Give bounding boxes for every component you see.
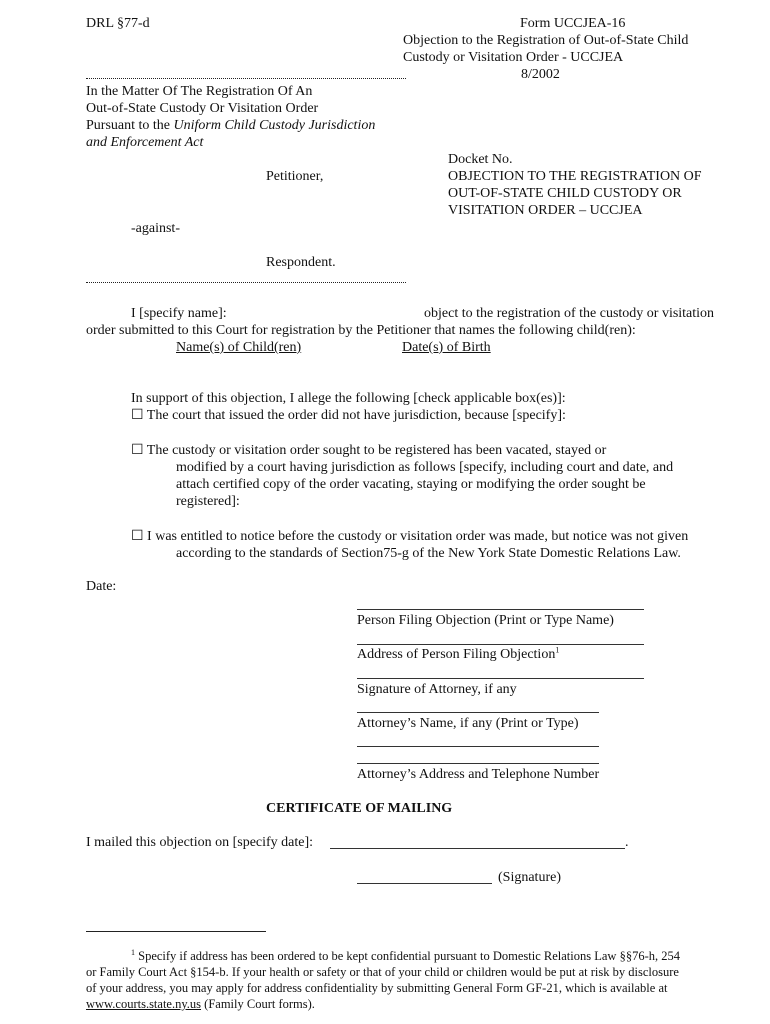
attorney-signature-label: Signature of Attorney, if any bbox=[357, 682, 517, 697]
docket-label: Docket No. bbox=[448, 152, 513, 167]
footnote-line-4: www.courts.state.ny.us (Family Court forms). bbox=[86, 997, 315, 1011]
checkbox-option-no-notice[interactable]: ☐ I was entitled to notice before the custody or visitation order was made, but notice was not given bbox=[131, 529, 689, 544]
attorney-address-line-2[interactable] bbox=[357, 763, 599, 764]
attorney-name-line[interactable] bbox=[357, 712, 599, 713]
document-title-line-3: VISITATION ORDER – UCCJEA bbox=[448, 203, 643, 218]
attorney-address-label: Attorney’s Address and Telephone Number bbox=[357, 767, 600, 782]
option-no-notice-line-2: according to the standards of Section75-g of the New York State Domestic Relations Law. bbox=[176, 546, 681, 561]
matter-line-3: Pursuant to the Uniform Child Custody Jurisdiction bbox=[86, 118, 376, 133]
checkbox-option-vacated[interactable]: ☐ The custody or visitation order sought to be registered has been vacated, stayed or bbox=[131, 443, 607, 458]
footnote-reference: 1 bbox=[555, 645, 560, 655]
option-vacated-line-3: attach certified copy of the order vacating, staying or modifying the order sought be bbox=[176, 477, 646, 492]
mailed-period: . bbox=[625, 835, 629, 850]
caption-top-rule bbox=[86, 78, 406, 79]
act-name-italic: Uniform Child Custody Jurisdiction bbox=[173, 118, 376, 133]
person-name-line[interactable] bbox=[357, 609, 644, 610]
signature-label: (Signature) bbox=[498, 870, 561, 885]
document-title-line-1: OBJECTION TO THE REGISTRATION OF bbox=[448, 169, 702, 184]
mailed-statement: I mailed this objection on [specify date]: bbox=[86, 835, 314, 850]
date-label: Date: bbox=[86, 579, 117, 594]
mailed-date-line[interactable] bbox=[330, 848, 625, 849]
intro-line-2: order submitted to this Court for registration by the Petitioner that names the following child(ren): bbox=[86, 323, 636, 338]
option-vacated-line-2: modified by a court having jurisdiction as follows [specify, including court and date, and bbox=[176, 460, 674, 475]
attorney-name-label: Attorney’s Name, if any (Print or Type) bbox=[357, 716, 579, 731]
courts-website-link[interactable]: www.courts.state.ny.us bbox=[86, 997, 202, 1011]
form-title-line-2: Custody or Visitation Order - UCCJEA bbox=[403, 50, 624, 65]
matter-line-2: Out-of-State Custody Or Visitation Order bbox=[86, 101, 319, 116]
certificate-heading: CERTIFICATE OF MAILING bbox=[266, 801, 453, 816]
intro-object-text: object to the registration of the custody or visitation bbox=[424, 306, 715, 321]
against-label: -against- bbox=[131, 221, 180, 236]
address-label: Address of Person Filing Objection$^1$ bbox=[357, 645, 560, 662]
form-number: Form UCCJEA-16 bbox=[520, 16, 626, 31]
attorney-signature-line[interactable] bbox=[357, 678, 644, 679]
respondent-label: Respondent. bbox=[266, 255, 336, 270]
option-vacated-line-4: registered]: bbox=[176, 494, 240, 509]
footnote-mark: 1 bbox=[131, 947, 135, 957]
footnote-line-3: of your address, you may apply for address confidentiality by submitting General Form GF-21, which is available at bbox=[86, 981, 668, 995]
footnote-line-2: or Family Court Act §154-b. If your health or safety or that of your child or children would be put at risk by disclosure bbox=[86, 965, 679, 979]
attorney-address-line-1[interactable] bbox=[357, 746, 599, 747]
petitioner-label: Petitioner, bbox=[266, 169, 324, 184]
mailing-signature-line[interactable] bbox=[357, 883, 492, 884]
form-title-line-1: Objection to the Registration of Out-of-State Child bbox=[403, 33, 689, 48]
footnote-line-1: $^1$ Specify if address has been ordered to be kept confidential pursuant to Domestic Relations Law §§76-h, 254 bbox=[131, 947, 680, 963]
intro-specify-name: I [specify name]: bbox=[131, 306, 227, 321]
person-filing-label: Person Filing Objection (Print or Type Name) bbox=[357, 613, 614, 628]
caption-bottom-rule bbox=[86, 282, 406, 283]
footnote-separator bbox=[86, 931, 266, 932]
statute-reference: DRL §77-d bbox=[86, 16, 150, 31]
matter-line-1: In the Matter Of The Registration Of An bbox=[86, 84, 313, 99]
form-date: 8/2002 bbox=[521, 67, 560, 82]
matter-line-4: and Enforcement Act bbox=[86, 135, 204, 150]
document-title-line-2: OUT-OF-STATE CHILD CUSTODY OR bbox=[448, 186, 682, 201]
checkbox-option-no-jurisdiction[interactable]: ☐ The court that issued the order did not have jurisdiction, because [specify]: bbox=[131, 408, 566, 423]
column-names-of-children: Name(s) of Child(ren) bbox=[176, 340, 302, 355]
column-dates-of-birth: Date(s) of Birth bbox=[402, 340, 491, 355]
support-intro: In support of this objection, I allege the following [check applicable box(es)]: bbox=[131, 391, 566, 406]
address-line[interactable] bbox=[357, 644, 644, 645]
